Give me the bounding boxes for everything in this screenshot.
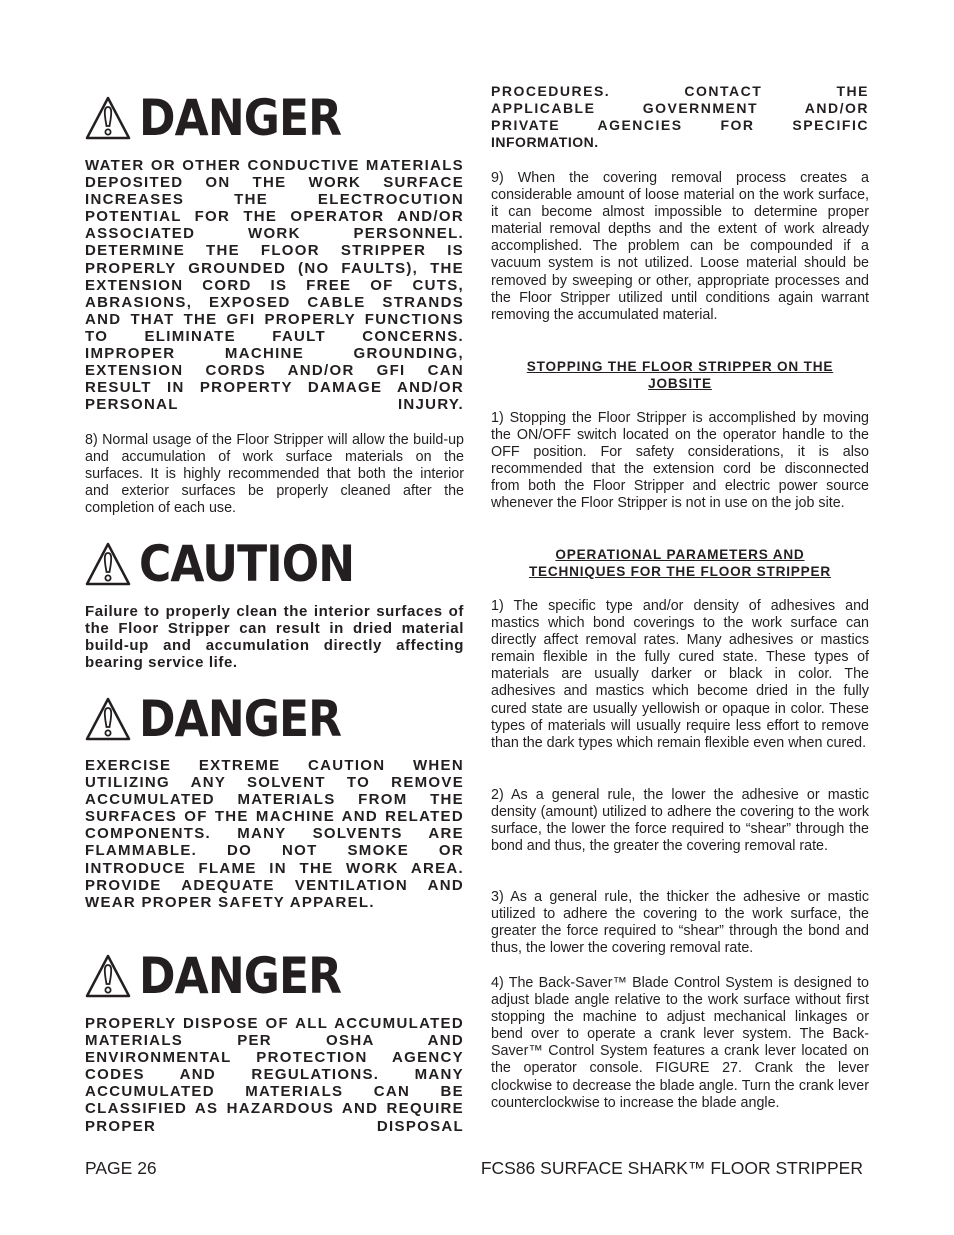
section-heading-operational bbox=[491, 546, 869, 580]
heading-line: TECHNIQUES FOR THE FLOOR STRIPPER bbox=[528, 564, 832, 580]
caution-heading: CAUTION bbox=[139, 535, 355, 593]
operational-paragraph-4: 4) The Back-Saver™ Blade Control System is designed to adjust blade angle relative to the work surface without first stopping the machine to adjust mechanical linkages or bend over to operate a crank lever system. The Back-Saver™ Control System features a crank lever located on the operator console. FIGURE 27. Crank the lever clockwise to decrease the blade angle. Turn the crank lever counterclockwise to increase the blade angle. bbox=[491, 975, 869, 1111]
danger-heading: DANGER bbox=[139, 947, 342, 1005]
operational-paragraph-1: 1) The specific type and/or density of adhesives and mastics which bond coverings to the work surface can directly affect removal rates. Many adhesives or mastics remain flexible in the fully cured state. These types of materials are usually darker or black in color. The adhesives and mastics which become dried in the fully cured state are usually yellowish or opaque in color. These types of materials will usually require less effort to remove than the dark types which remain flexible even when cured. bbox=[491, 598, 869, 751]
warning-triangle-icon bbox=[85, 541, 131, 587]
caution-sign bbox=[85, 533, 384, 595]
danger-heading: DANGER bbox=[139, 690, 342, 748]
operational-paragraph-3: 3) As a general rule, the thicker the adhesive or mastic utilized to adhere the covering to the work surface, the greater the force required to “shear” through the bond and thus, the lower the covering removal rate. bbox=[491, 889, 869, 957]
danger-sign-solvent bbox=[85, 688, 369, 750]
continued-line: PRIVATE AGENCIES FOR SPECIFIC bbox=[491, 117, 869, 134]
heading-line: STOPPING THE FLOOR STRIPPER ON THE bbox=[526, 359, 834, 374]
danger-sign-electrocution bbox=[85, 87, 369, 149]
disposal-text-continued bbox=[491, 83, 869, 151]
paragraph-8: 8) Normal usage of the Floor Stripper will allow the build-up and accumulation of work surface materials on the surfaces. It is highly recommended that both the interior and exterior surfaces be properly cleaned after the completion of each use. bbox=[85, 432, 464, 517]
section-heading-stopping bbox=[491, 358, 869, 392]
danger-solvent-text: EXERCISE EXTREME CAUTION WHEN UTILIZING ANY SOLVENT TO REMOVE ACCUMULATED MATERIALS FROM THE SURFACES OF THE MACHINE AND RELATED COMPONENTS. MANY SOLVENTS ARE FLAMMABLE. DO NOT SMOKE OR INTRODUCE FLAME IN THE WORK AREA. PROVIDE ADEQUATE VENTILATION AND WEAR PROPER SAFETY APPAREL. bbox=[85, 757, 464, 911]
warning-triangle-icon bbox=[85, 953, 131, 999]
danger-heading: DANGER bbox=[139, 89, 342, 147]
operational-paragraph-2: 2) As a general rule, the lower the adhesive or mastic density (amount) utilized to adhere the covering to the work surface, the lower the force required to “shear” through the bond and thus, the greater the covering removal rate. bbox=[491, 787, 869, 855]
page-number: PAGE 26 bbox=[85, 1158, 157, 1178]
warning-triangle-icon bbox=[85, 696, 131, 742]
caution-text: Failure to properly clean the interior surfaces of the Floor Stripper can result in dried material build-up and accumulation directly affecting bearing service life. bbox=[85, 603, 464, 672]
danger-electrocution-text: WATER OR OTHER CONDUCTIVE MATERIALS DEPOSITED ON THE WORK SURFACE INCREASES THE ELECTROCUTION POTENTIAL FOR THE OPERATOR AND/OR ASSOCIATED WORK PERSONNEL. DETERMINE THE FLOOR STRIPPER IS PROPERLY GROUNDED (NO FAULTS), THE EXTENSION CORD IS FREE OF CUTS, ABRASIONS, EXPOSED CABLE STRANDS AND THAT THE GFI PROPERLY FUNCTIONS TO ELIMINATE FAULT CONCERNS. IMPROPER MACHINE GROUNDING, EXTENSION CORDS AND/OR GFI CAN RESULT IN PROPERTY DAMAGE AND/OR PERSONAL INJURY. bbox=[85, 157, 464, 414]
danger-disposal-text: PROPERLY DISPOSE OF ALL ACCUMULATED MATERIALS PER OSHA AND ENVIRONMENTAL PROTECTION AGENCY CODES AND REGULATIONS. MANY ACCUMULATED MATERIALS CAN BE CLASSIFIED AS HAZARDOUS AND REQUIRE PROPER DISPOSAL bbox=[85, 1015, 464, 1135]
heading-line: OPERATIONAL PARAMETERS AND bbox=[555, 547, 805, 562]
stopping-paragraph-1: 1) Stopping the Floor Stripper is accomplished by moving the ON/OFF switch located on the operator handle to the OFF position. For safety considerations, it is also recommended that the extension cord be disconnected from both the Floor Stripper and electric power source whenever the Floor Stripper is not in use on the job site. bbox=[491, 410, 869, 512]
heading-line: JOBSITE bbox=[648, 376, 712, 392]
continued-line: PROCEDURES. CONTACT THE bbox=[491, 83, 869, 99]
continued-line: INFORMATION. bbox=[491, 134, 599, 151]
document-title: FCS86 SURFACE SHARK™ FLOOR STRIPPER bbox=[480, 1158, 863, 1178]
paragraph-9: 9) When the covering removal process creates a considerable amount of loose material on the work surface, it can become almost impossible to determine proper material removal depths and the extent of work already accomplished. The problem can be compounded if a vacuum system is not utilized. Loose material should be removed by sweeping or other, appropriate processes and the Floor Stripper utilized until conditions again warrant removing the accumulated material. bbox=[491, 170, 869, 323]
danger-sign-disposal bbox=[85, 945, 369, 1007]
continued-line: APPLICABLE GOVERNMENT AND/OR bbox=[491, 100, 869, 117]
warning-triangle-icon bbox=[85, 95, 131, 141]
